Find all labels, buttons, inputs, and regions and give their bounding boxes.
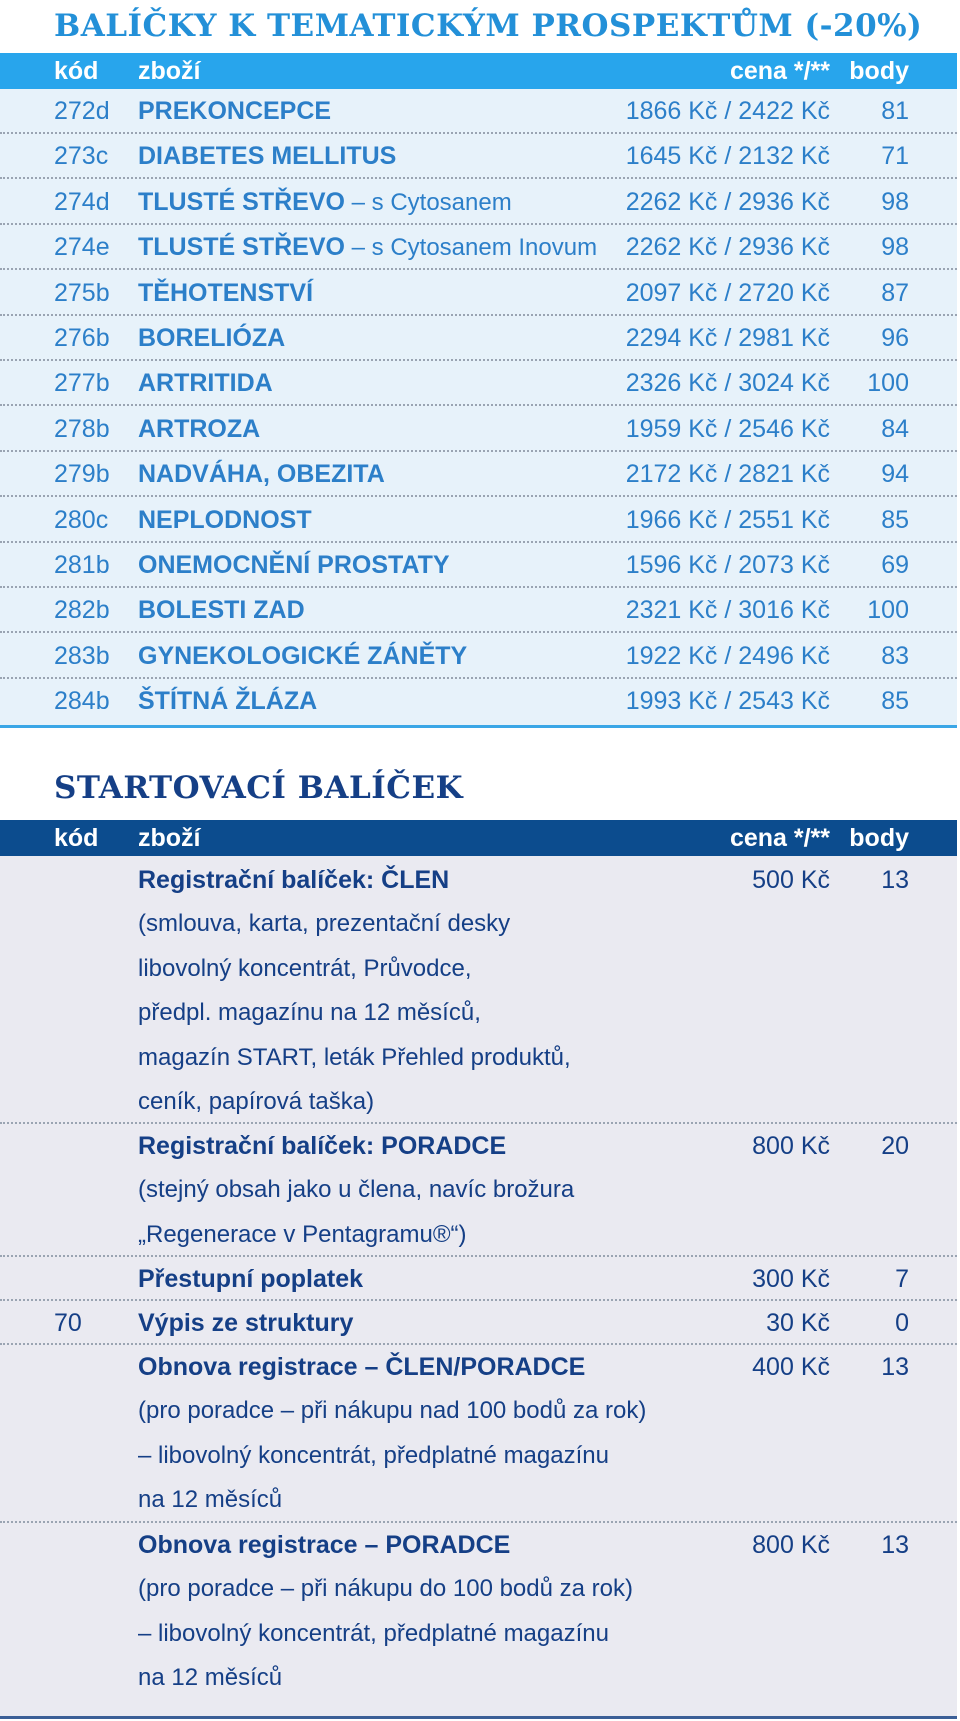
row-name-suffix: – s Cytosanem Inovum [344, 234, 598, 261]
table-row [0, 634, 957, 679]
row-name [138, 543, 450, 588]
row-name [138, 225, 597, 270]
table-row [0, 361, 957, 406]
row-name [138, 361, 273, 406]
row-price: 2262 Kč / 2936 Kč [625, 233, 830, 261]
header-item: zboží [138, 824, 201, 852]
row-description-line: – libovolný koncentrát, předplatné magazínu [138, 1620, 609, 1647]
table-row [0, 180, 957, 225]
row-description-line: magazín START, leták Přehled produktů, [138, 1044, 571, 1071]
row-points: 71 [881, 142, 909, 170]
row-name-bold: ONEMOCNĚNÍ PROSTATY [138, 551, 450, 579]
row-price: 1966 Kč / 2551 Kč [625, 506, 830, 534]
row-points: 87 [881, 279, 909, 307]
row-points: 0 [895, 1309, 909, 1337]
row-points: 100 [867, 596, 909, 624]
row-name [138, 498, 312, 543]
table-row [0, 134, 957, 179]
row-points: 83 [881, 642, 909, 670]
row-code: 273c [54, 142, 109, 170]
row-points: 98 [881, 233, 909, 261]
row-code: 272d [54, 97, 110, 125]
row-name [138, 679, 317, 724]
row-price: 1993 Kč / 2543 Kč [625, 687, 830, 715]
row-name [138, 271, 313, 316]
row-price: 1922 Kč / 2496 Kč [625, 642, 830, 670]
row-points: 7 [895, 1265, 909, 1293]
row-description-line: na 12 měsíců [138, 1486, 283, 1513]
row-points: 84 [881, 415, 909, 443]
row-points: 98 [881, 188, 909, 216]
row-price: 500 Kč [752, 866, 830, 894]
row-description-line: „Regenerace v Pentagramu®“) [138, 1221, 467, 1248]
row-name-bold: PREKONCEPCE [138, 97, 332, 125]
row-price: 1645 Kč / 2132 Kč [625, 142, 830, 170]
row-name-bold: DIABETES MELLITUS [138, 142, 397, 170]
row-code: 281b [54, 551, 110, 579]
row-code: 275b [54, 279, 110, 307]
section-title-starter: STARTOVACÍ BALÍČEK [54, 770, 464, 806]
table-row [0, 271, 957, 316]
row-code: 274e [54, 233, 110, 261]
row-price: 1959 Kč / 2546 Kč [625, 415, 830, 443]
row-price: 400 Kč [752, 1353, 830, 1381]
row-description-line: na 12 měsíců [138, 1664, 283, 1691]
row-name-bold: NADVÁHA, OBEZITA [138, 460, 385, 488]
row-points: 100 [867, 369, 909, 397]
row-name [138, 407, 260, 452]
row-name-bold: ŠTÍTNÁ ŽLÁZA [138, 687, 318, 715]
row-name: Přestupní poplatek [138, 1265, 364, 1293]
row-code: 284b [54, 687, 110, 715]
row-points: 94 [881, 460, 909, 488]
table-row [0, 498, 957, 543]
row-name [138, 316, 285, 361]
table-header-packages [0, 53, 957, 89]
row-points: 81 [881, 97, 909, 125]
header-points: body [849, 824, 909, 852]
table-header-starter [0, 820, 957, 856]
header-points: body [849, 57, 909, 85]
row-code: 283b [54, 642, 110, 670]
row-description-line: (smlouva, karta, prezentační desky [138, 910, 511, 937]
row-price: 300 Kč [752, 1265, 830, 1293]
table-row [0, 1523, 957, 1701]
table-row [0, 858, 957, 1124]
row-price: 2321 Kč / 3016 Kč [625, 596, 830, 624]
row-name: Obnova registrace – ČLEN/PORADCE [138, 1353, 586, 1381]
table-row [0, 1345, 957, 1523]
row-description-line: libovolný koncentrát, Průvodce, [138, 955, 472, 982]
table-row [0, 452, 957, 497]
row-name-bold: BORELIÓZA [138, 324, 286, 352]
row-points: 20 [881, 1132, 909, 1160]
row-name [138, 134, 396, 179]
row-points: 13 [881, 1353, 909, 1381]
row-name: Výpis ze struktury [138, 1309, 354, 1337]
row-price: 2097 Kč / 2720 Kč [625, 279, 830, 307]
row-name: Registrační balíček: PORADCE [138, 1132, 507, 1160]
row-price: 800 Kč [752, 1132, 830, 1160]
row-description-line: (stejný obsah jako u člena, navíc brožura [138, 1176, 575, 1203]
row-price: 1596 Kč / 2073 Kč [625, 551, 830, 579]
row-points: 85 [881, 687, 909, 715]
header-code: kód [54, 57, 99, 85]
section-title-packages: BALÍČKY K TEMATICKÝM PROSPEKTŮM (-20%) [54, 8, 923, 44]
row-price: 2326 Kč / 3024 Kč [625, 369, 830, 397]
row-code: 70 [54, 1309, 82, 1337]
row-name-suffix: – s Cytosanem [344, 189, 512, 216]
row-description-line: (pro poradce – při nákupu nad 100 bodů za rok) [138, 1397, 647, 1424]
row-code: 280c [54, 506, 109, 534]
table-row [0, 225, 957, 270]
row-price: 1866 Kč / 2422 Kč [625, 97, 830, 125]
header-price: cena */** [729, 57, 830, 85]
row-code: 278b [54, 415, 110, 443]
table-row [0, 89, 957, 134]
table-row [0, 543, 957, 588]
header-code: kód [54, 824, 99, 852]
table-row [0, 407, 957, 452]
row-code: 276b [54, 324, 110, 352]
row-name [138, 452, 385, 497]
table-row [0, 679, 957, 724]
row-code: 282b [54, 596, 110, 624]
row-points: 69 [881, 551, 909, 579]
row-name-bold: GYNEKOLOGICKÉ ZÁNĚTY [138, 642, 468, 670]
row-name-bold: TLUSTÉ STŘEVO [138, 188, 345, 216]
row-name-bold: BOLESTI ZAD [138, 596, 305, 624]
packages-table [0, 89, 957, 728]
row-name-bold: ARTRITIDA [138, 369, 273, 397]
row-name-bold: TĚHOTENSTVÍ [138, 279, 314, 307]
row-name: Obnova registrace – PORADCE [138, 1531, 511, 1559]
table-row [0, 588, 957, 633]
row-description-line: ceník, papírová taška) [138, 1088, 375, 1115]
row-code: 274d [54, 188, 110, 216]
starter-table [0, 856, 957, 1719]
row-name: Registrační balíček: ČLEN [138, 866, 450, 894]
row-price: 800 Kč [752, 1531, 830, 1559]
row-price: 30 Kč [766, 1309, 830, 1337]
row-price: 2262 Kč / 2936 Kč [625, 188, 830, 216]
row-description-line: předpl. magazínu na 12 měsíců, [138, 999, 481, 1026]
row-name-bold: TLUSTÉ STŘEVO [138, 233, 345, 261]
header-item: zboží [138, 57, 201, 85]
row-description-line: (pro poradce – při nákupu do 100 bodů za rok) [138, 1575, 633, 1602]
row-name [138, 634, 467, 679]
row-code: 279b [54, 460, 110, 488]
row-points: 96 [881, 324, 909, 352]
row-points: 85 [881, 506, 909, 534]
row-points: 13 [881, 1531, 909, 1559]
table-row [0, 1301, 957, 1345]
row-code: 277b [54, 369, 110, 397]
row-price: 2294 Kč / 2981 Kč [625, 324, 830, 352]
row-points: 13 [881, 866, 909, 894]
table-row [0, 1124, 957, 1257]
row-name [138, 89, 331, 134]
row-price: 2172 Kč / 2821 Kč [625, 460, 830, 488]
row-name [138, 180, 512, 225]
table-row [0, 1257, 957, 1301]
row-name-bold: NEPLODNOST [138, 506, 312, 534]
row-name-bold: ARTROZA [138, 415, 261, 443]
header-price: cena */** [729, 824, 830, 852]
table-row [0, 316, 957, 361]
row-description-line: – libovolný koncentrát, předplatné magazínu [138, 1442, 609, 1469]
row-name [138, 588, 305, 633]
